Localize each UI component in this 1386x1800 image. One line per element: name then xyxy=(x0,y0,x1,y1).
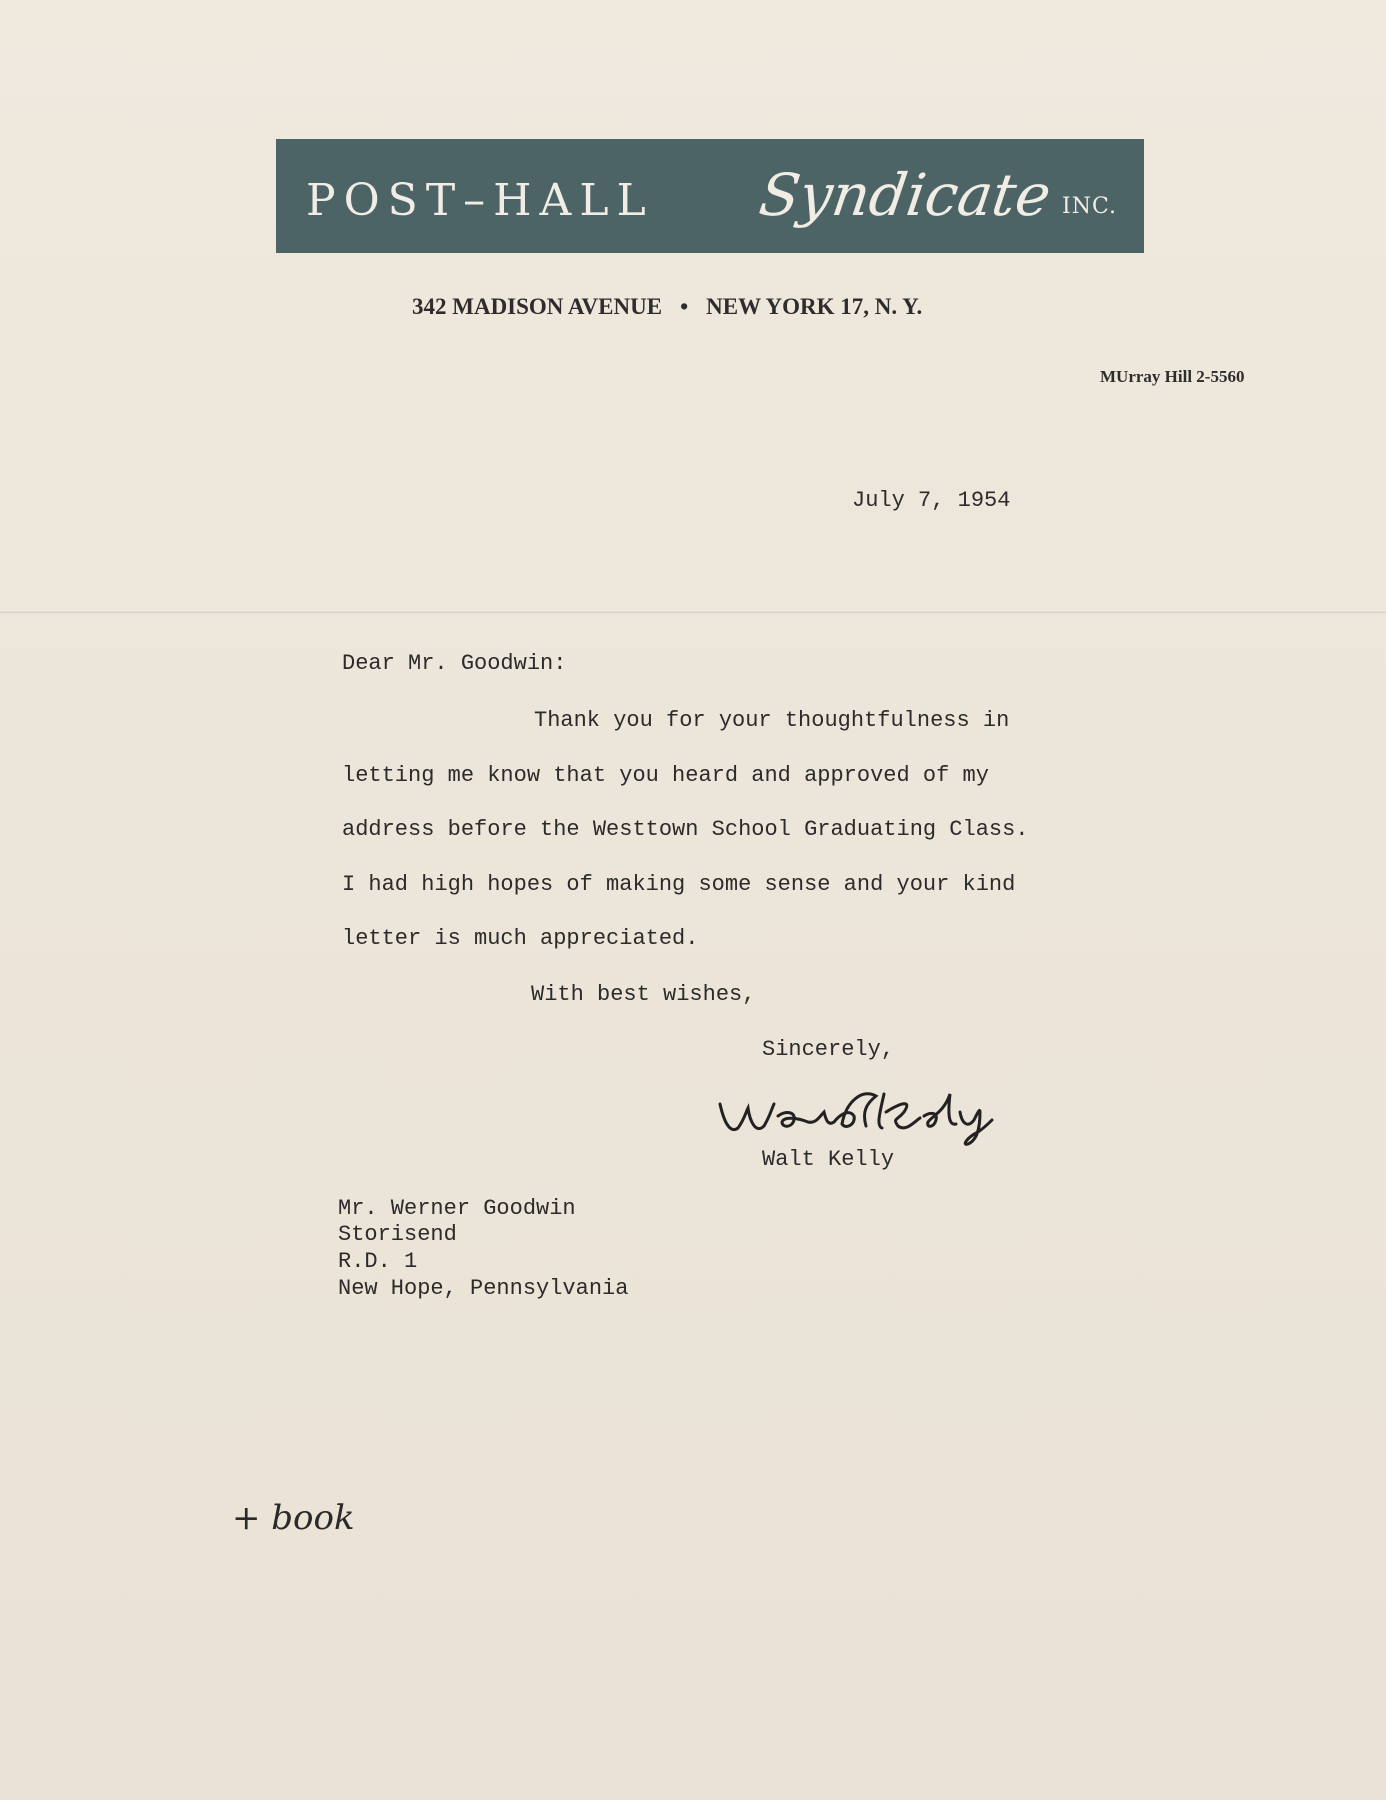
recipient-line: New Hope, Pennsylvania xyxy=(338,1276,629,1301)
address-city: NEW YORK 17, N. Y. xyxy=(706,294,923,319)
body-line: Thank you for your thoughtfulness in xyxy=(534,708,1010,733)
address-street: 342 MADISON AVENUE xyxy=(412,294,663,319)
handwritten-signature xyxy=(716,1082,1018,1148)
body-line: letting me know that you heard and approved of my xyxy=(342,763,989,788)
letterhead-address xyxy=(412,294,1012,320)
signer-name: Walt Kelly xyxy=(762,1147,895,1172)
letterhead-phone: MUrray Hill 2-5560 xyxy=(1100,367,1245,386)
body-line: address before the Westtown School Graduating Class. xyxy=(342,817,1029,842)
letter-valediction: Sincerely, xyxy=(762,1037,895,1062)
letterhead-banner xyxy=(276,139,1144,253)
letter-salutation: Dear Mr. Goodwin: xyxy=(342,651,567,676)
company-suffix: INC. xyxy=(1062,194,1117,219)
recipient-line: Mr. Werner Goodwin xyxy=(338,1196,576,1221)
body-line: I had high hopes of making some sense and your kind xyxy=(342,872,1016,897)
letter-closing: With best wishes, xyxy=(531,982,756,1007)
handwritten-note: + book xyxy=(232,1498,355,1538)
paper-fold-line xyxy=(0,610,1386,613)
company-script-wordmark: Syndicate xyxy=(755,161,1056,229)
body-line: letter is much appreciated. xyxy=(342,926,699,951)
company-name: POST–HALL xyxy=(306,175,654,226)
recipient-line: Storisend xyxy=(338,1222,457,1247)
letter-date: July 7, 1954 xyxy=(852,488,1011,513)
address-separator: • xyxy=(680,294,689,319)
recipient-line: R.D. 1 xyxy=(338,1249,418,1274)
